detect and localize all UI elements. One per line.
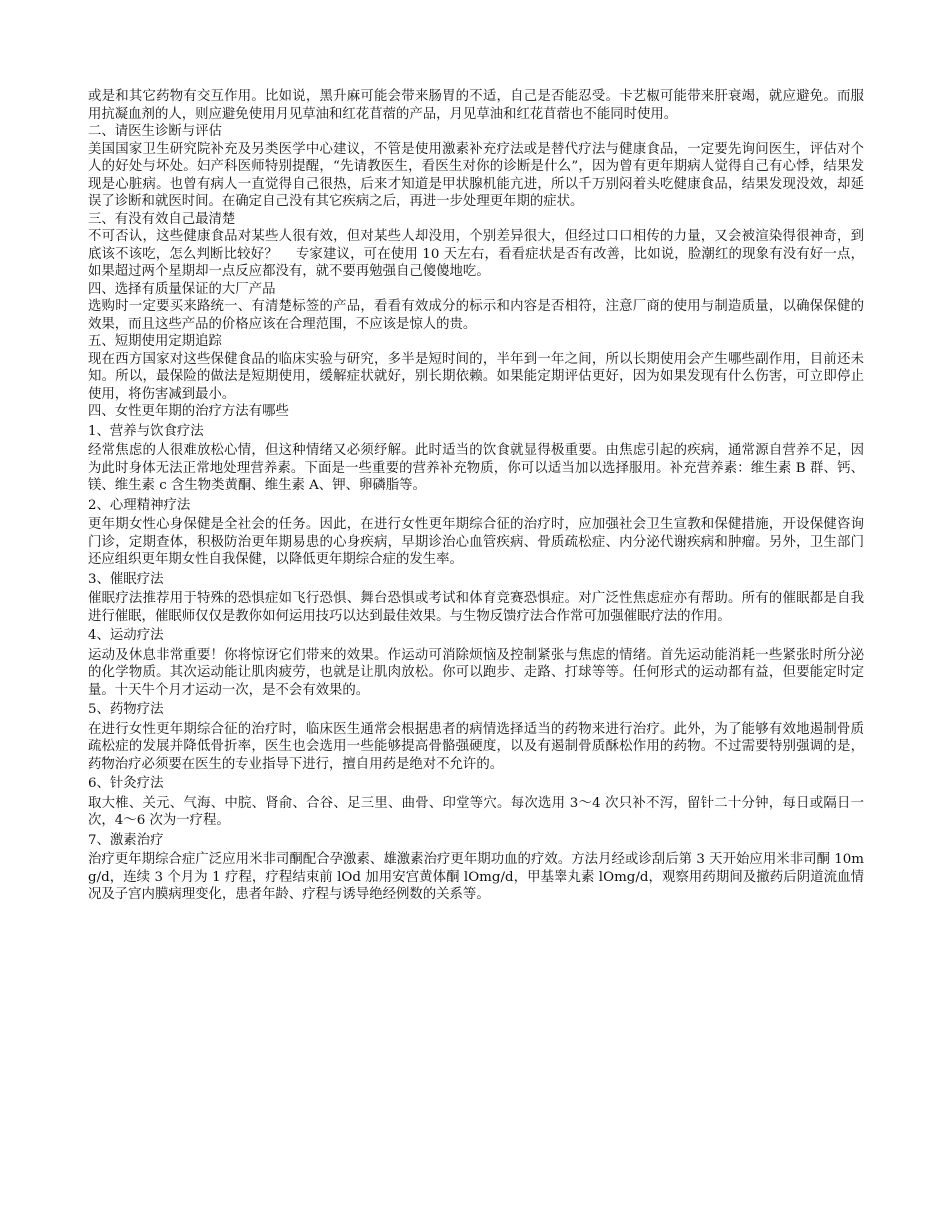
section-heading: 三、有没有效自己最清楚 — [88, 211, 236, 227]
paragraph: 在进行女性更年期综合征的治疗时，临床医生通常会根据患者的病情选择适当的药物来进行治疗。此外，为了能够有效地遏制骨质疏松症的发展并降低骨折率，医生也会选用一些能够提高骨骼强硬度，以及有遏制骨质酥松作用的药物。不过需要特别强调的是，药物治疗必须要在医生的专业指导下进行，擅自用药是绝对不允许的。 — [88, 721, 864, 772]
paragraph: 治疗更年期综合症广泛应用米非司酮配合孕激素、雄激素治疗更年期功血的疗效。方法月经或诊刮后第 3 天开始应用米非司酮 10mg/d，连续 3 个月为 1 疗程，疗程结束前 lOd 加用安宫黄体酮 lOmg/d，甲基睾丸素 lOmg/d，观察用药期间及撤药后阴道流血情况及子宫内膜病理变化，患者年龄、疗程与诱导绝经例数的关系等。 — [88, 852, 864, 902]
subsection-heading: 5、药物疗法 — [88, 702, 164, 717]
subsection-heading: 4、运动疗法 — [88, 628, 164, 643]
subsection-heading: 6、针灸疗法 — [88, 776, 164, 791]
paragraph: 经常焦虑的人很难放松心情，但这种情绪又必须纾解。此时适当的饮食就显得极重要。由焦虑引起的疾病，通常源自营养不足，因为此时身体无法正常地处理营养素。下面是一些重要的营养补充物质，你可以适当加以选择服用。补充营养素：维生素 B 群、钙、镁、维生素 c 含生物类黄酮、维生素 A、钾、卵磷脂等。 — [88, 443, 864, 493]
paragraph: 更年期女性心身保健是全社会的任务。因此，在进行女性更年期综合征的治疗时，应加强社会卫生宣教和保健措施，开设保健咨询门诊，定期查体，积极防治更年期易患的心身疾病，早期诊治心血管疾病、骨质疏松症、内分泌代谢疾病和肿瘤。另外，卫生部门还应组织更年期女性自我保健，以降低更年期综合症的发生率。 — [88, 517, 864, 567]
subsection-heading: 7、激素治疗 — [88, 832, 164, 848]
paragraph: 取大椎、关元、气海、中脘、肾俞、合谷、足三里、曲骨、印堂等穴。每次选用 3～4 次只补不泻，留针二十分钟，每日或隔日一次，4～6 次为一疗程。 — [88, 795, 864, 828]
section-heading: 四、女性更年期的治疗方法有哪些 — [88, 404, 289, 419]
paragraph: 现在西方国家对这些保健食品的临床实验与研究，多半是短时间的，半年到一年之间，所以长期使用会产生哪些副作用，目前还未知。所以，最保险的做法是短期使用，缓解症状就好，别长期依赖。如果能定期评估更好，因为如果发现有什么伤害，可立即停止使用，将伤害减到最小。 — [88, 351, 864, 402]
paragraph: 运动及休息非常重要！你将惊讶它们带来的效果。作运动可消除烦恼及控制紧张与焦虑的情绪。首先运动能消耗一些紧张时所分泌的化学物质。其次运动能让肌肉疲劳，也就是让肌肉放松。你可以跑步、走路、打球等等。任何形式的运动都有益，但要能定时定量。十天牛个月才运动一次，是不会有效果的。 — [88, 647, 864, 698]
paragraph: 不可否认，这些健康食品对某些人很有效，但对某些人却没用，个别差异很大，但经过口口相传的力量，又会被渲染得很神奇，到底该不该吃，怎么判断比较好？ 专家建议，可在使用 10 天左右，看看症状是否有改善，比如说，脸潮红的现象有没有好一点，如果超过两个星期却一点反应都没有，就不要再勉强自己傻傻地吃。 — [88, 229, 864, 279]
subsection-heading: 1、营养与饮食疗法 — [88, 423, 204, 439]
document-page — [88, 88, 864, 904]
section-heading: 五、短期使用定期追踪 — [88, 334, 222, 349]
paragraph: 或是和其它药物有交互作用。比如说，黑升麻可能会带来肠胃的不适，自己是否能忍受。卡艺椒可能带来肝衰竭，就应避免。而服用抗凝血剂的人，则应避免使用月见草油和红花苜蓿的产品，月见草油和红花苜蓿也不能同时使用。 — [88, 89, 864, 122]
paragraph: 美国国家卫生研究院补充及另类医学中心建议，不管是使用激素补充疗法或是替代疗法与健康食品，一定要先询问医生，评估对个人的好处与坏处。妇产科医师特别提醒，“先请教医生，看医生对你的诊断是什么”，因为曾有更年期病人觉得自己有心悸，结果发现是心脏病。也曾有病人一直觉得自己很热，后来才知道是甲状腺机能亢进，所以千万别闷着头吃健康食品，结果发现没效，却延误了诊断和就医时间。在确定自己没有其它疾病之后，再进一步处理更年期的症状。 — [88, 141, 864, 209]
subsection-heading: 3、催眠疗法 — [88, 571, 164, 587]
paragraph: 选购时一定要买来路统一、有清楚标签的产品，看看有效成分的标示和内容是否相符，注意厂商的使用与制造质量，以确保保健的效果，而且这些产品的价格应该在合理范围，不应该是惊人的贵。 — [88, 299, 864, 332]
section-heading: 二、请医生诊断与评估 — [88, 124, 222, 139]
paragraph: 催眠疗法推荐用于特殊的恐惧症如飞行恐惧、舞台恐惧或考试和体育竞赛恐惧症。对广泛性焦虑症亦有帮助。所有的催眠都是自我进行催眠，催眠师仅仅是教你如何运用技巧以达到最佳效果。与生物反馈疗法合作常可加强催眠疗法的作用。 — [88, 591, 864, 624]
section-heading: 四、选择有质量保证的大厂产品 — [88, 281, 276, 297]
subsection-heading: 2、心理精神疗法 — [88, 497, 191, 513]
